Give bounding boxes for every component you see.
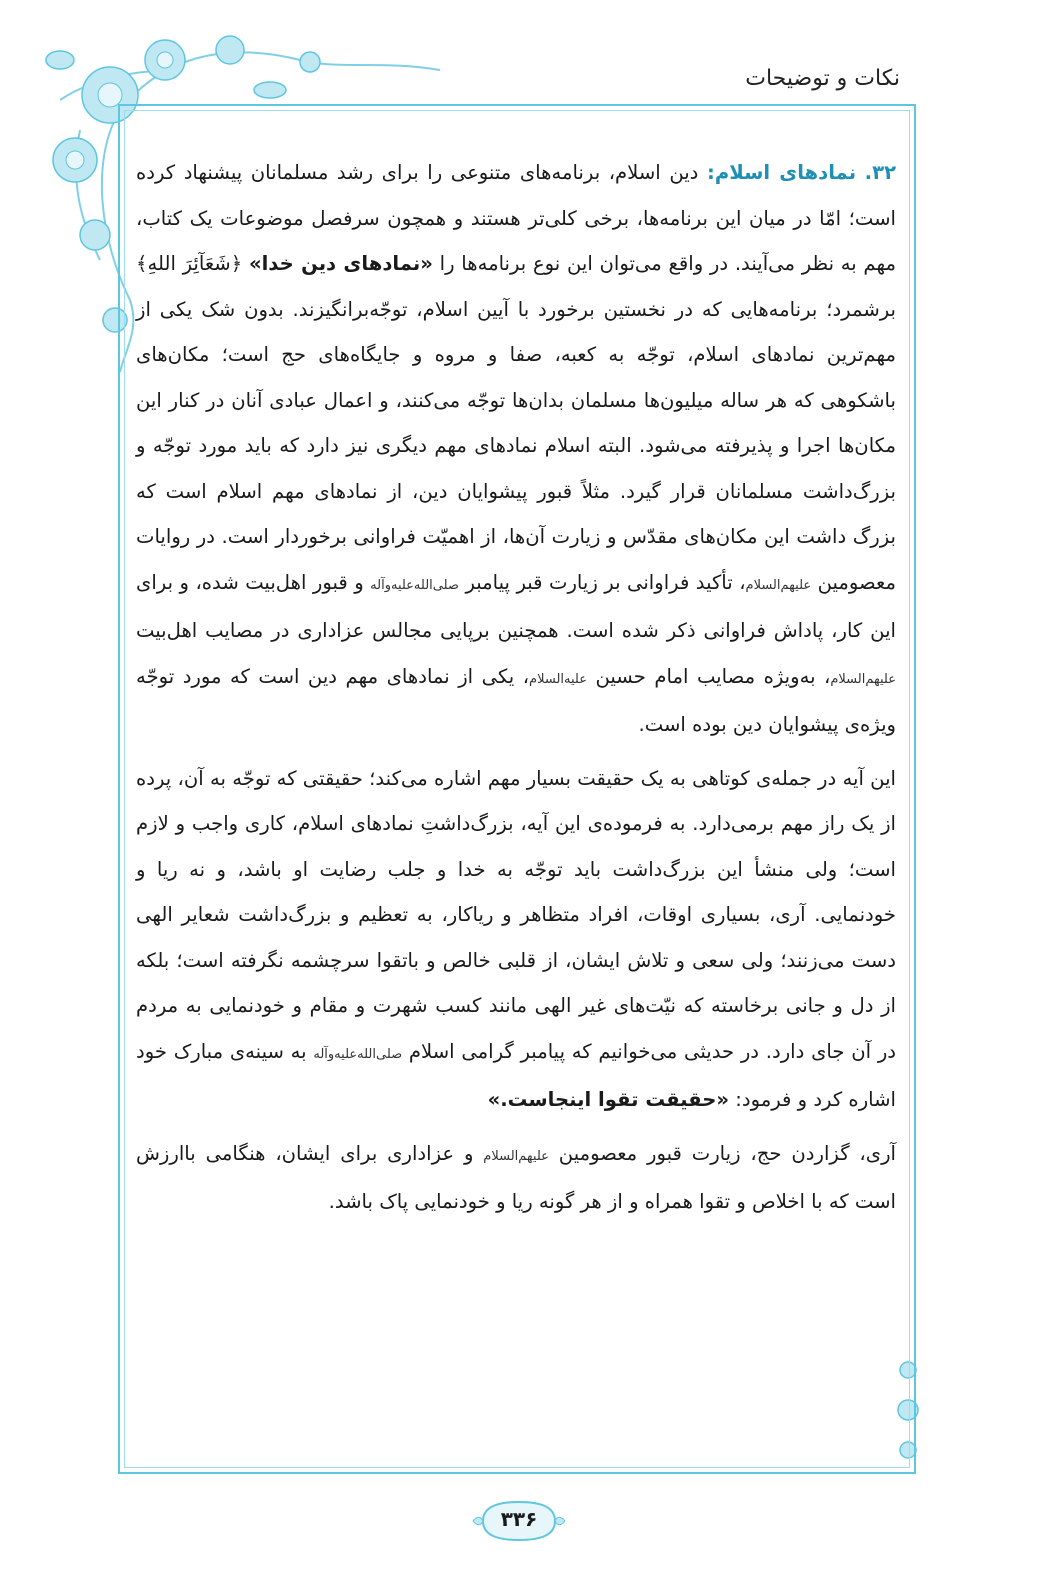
paragraph-text: به سینه‌ی مبارک خود اشاره کرد و فرمود: [136,1039,896,1111]
honorific: علیهم‌السلام [830,671,896,687]
bold-quote: «حقیقت تقوا اینجاست.» [487,1088,730,1111]
paragraph [136,1131,896,1225]
honorific: علیهم‌السلام [483,1148,549,1164]
paragraph-text: و عزاداری برای ایشان، هنگامی باارزش است که با اخلاص و تقوا همراه و از هر گونه ریا و خودنمایی پاک باشد. [136,1141,896,1213]
paragraph-text: ﴿شَعَآئِرَ اللهِ﴾ برشمرد؛ برنامه‌هایی که در نخستین برخورد با آیین اسلام، توجّه‌برانگیزند. بدون شک یکی از مهم‌ترین نمادهای اسلام، توجّه به کعبه، صفا و مروه و جایگاه‌های حج است؛ مکان‌های باشکوهی که هر ساله میلیون‌ها مسلمان بدان‌ها توجّه می‌کنند، و اعمال عبادی آنان در کنار این مکان‌ها اجرا و پذیرفته می‌شود. البته اسلام نمادهای مهم دیگری نیز دارد که باید مورد توجّه و بزرگ‌داشت مسلمانان قرار گیرد. مثلاً قبور پیشوایان دین، از نمادهای مهم اسلام است که بزرگ داشت این مکان‌های مقدّس و زیارت آن‌ها، از اهمیّت فراوانی برخوردار است. در روایات معصومین [136,252,896,594]
honorific: صلی‌الله‌علیه‌وآله [313,1046,403,1062]
page-number: ۳۳۶ [500,1507,538,1531]
bold-phrase: «نمادهای دین خدا» [248,252,433,275]
section-number: ۳۲. [864,161,897,184]
page-body [136,150,896,1225]
paragraph [136,756,896,1123]
page-number-badge [469,1496,569,1546]
paragraph-text: ، به‌ویژه مصایب امام حسین [595,664,831,688]
paragraph-text: آری، گزاردن حج، زیارت قبور معصومین [558,1141,896,1165]
paragraph-text: ، یکی از نمادهای مهم دین است که مورد توجّه ویژه‌ی پیشوایان دین بوده است. [136,664,896,736]
paragraph [136,150,896,748]
page-header-title: نکات و توضیحات [745,66,900,91]
paragraph-text: دین اسلام، برنامه‌های متنوعی را برای رشد مسلمانان پیشنهاد کرده است؛ امّا در میان این برنامه‌ها، برخی کلی‌تر هستند و همچون سرفصل موضوعات یک کتاب، مهم به نظر می‌آیند. در واقع می‌توان این نوع برنامه‌ها را [136,161,897,275]
honorific: صلی‌الله‌علیه‌وآله [370,577,459,593]
section-title: نمادهای اسلام: [707,161,857,184]
paragraph-text: و قبور اهل‌بیت شده، و برای این کار، پاداش فراوانی ذکر شده است. همچنین برپایی مجالس عزاداری در مصایب اهل‌بیت [136,570,896,642]
honorific: علیهم‌السلام [745,577,812,593]
paragraph-text: ، تأکید فراوانی بر زیارت قبر پیامبر [465,570,746,594]
paragraph-text: این آیه در جمله‌ی کوتاهی به یک حقیقت بسیار مهم اشاره می‌کند؛ حقیقتی که توجّه به آن، پرده از یک راز مهم برمی‌دارد. به فرموده‌ی این آیه، بزرگ‌داشتِ نمادهای اسلام، کاری واجب و لازم است؛ ولی منشأ این بزرگ‌داشت باید توجّه به خدا و جلب رضایت او باشد، و نه ریا و خودنمایی. آری، بسیاری اوقات، افراد متظاهر و ریاکار، به تعظیم و بزرگ‌داشت شعایر الهی دست می‌زنند؛ ولی سعی و تلاش ایشان، از قلبی خالص و باتقوا سرچشمه نگرفته است؛ بلکه از دل و جانی برخاسته که نیّت‌های غیر الهی مانند کسب شهرت و مقام و خودنمایی به مردم در آن جای دارد. در حدیثی می‌خوانیم که پیامبر گرامی اسلام [136,766,897,1063]
honorific: علیه‌السلام [529,671,587,687]
